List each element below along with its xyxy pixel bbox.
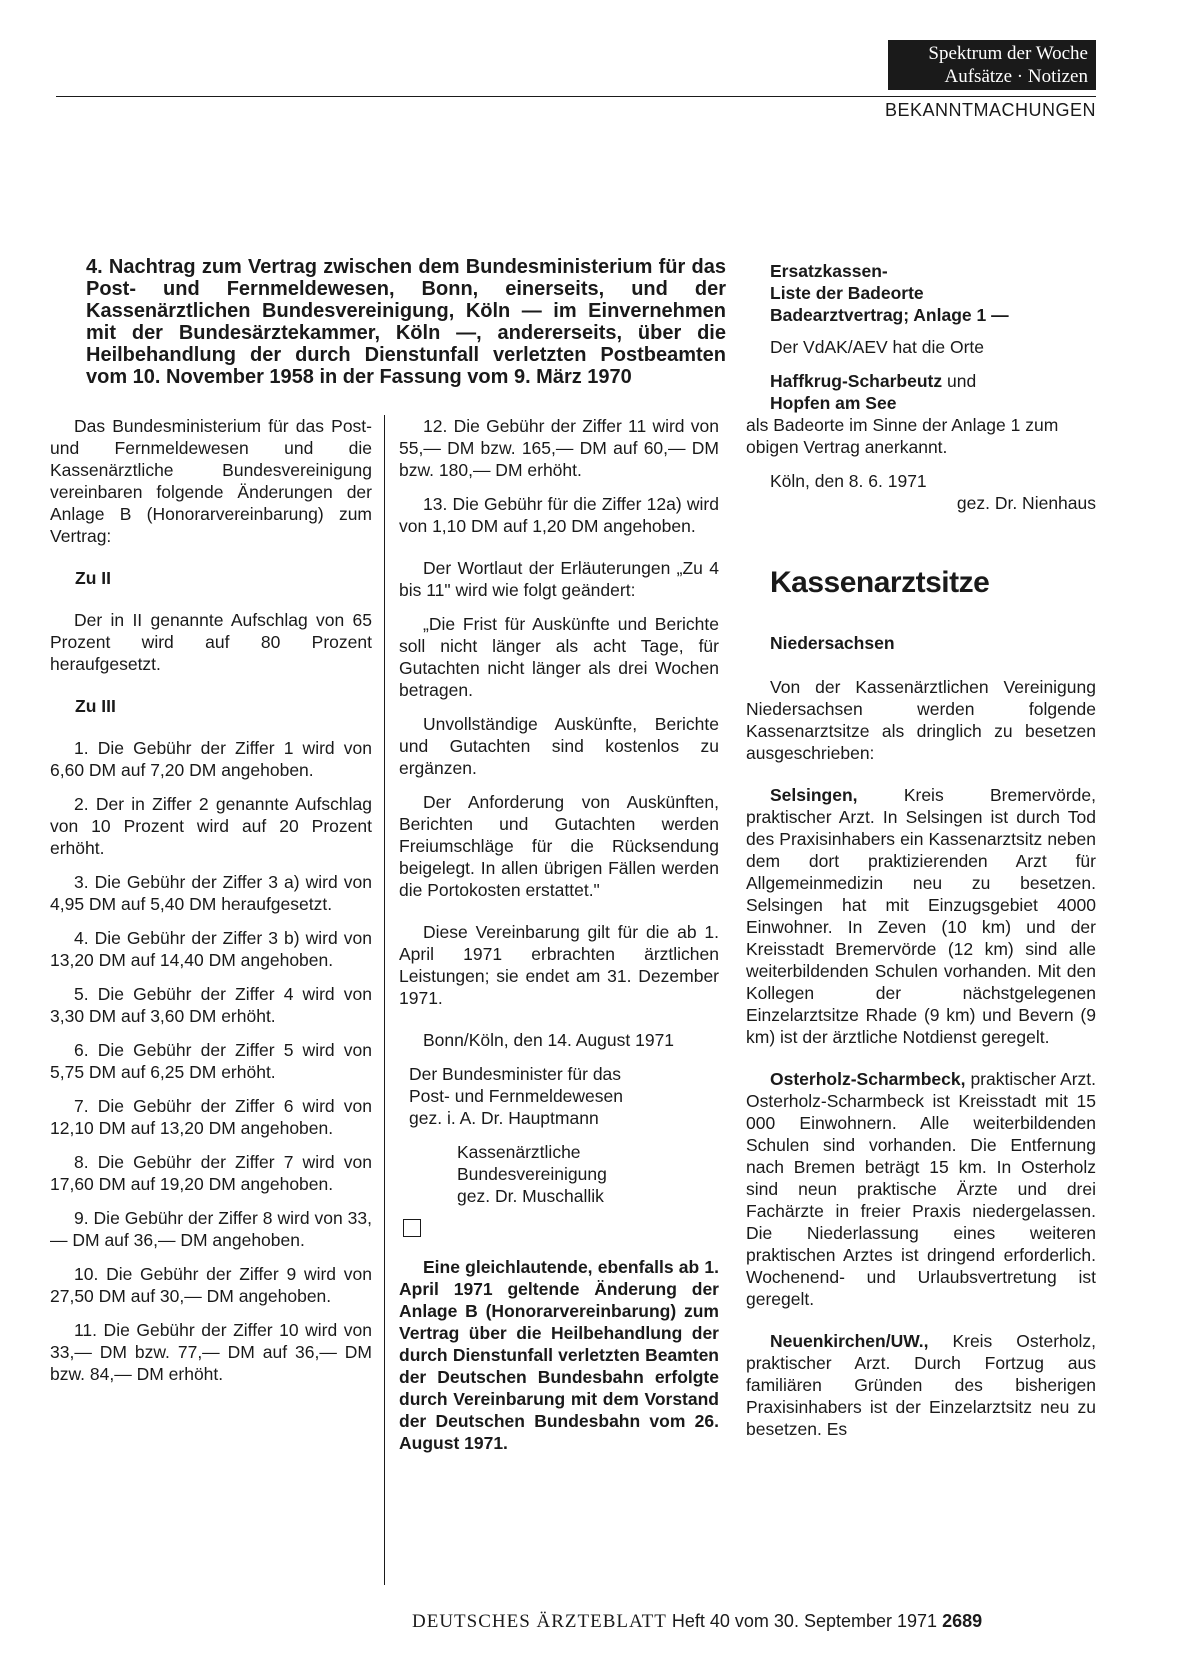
- signature-line: Bundesvereinigung: [457, 1164, 607, 1184]
- end-mark-box: [403, 1219, 421, 1237]
- column-divider: [384, 415, 385, 1585]
- section-label: BEKANNTMACHUNGEN: [884, 100, 1096, 120]
- paragraph: „Die Frist für Auskünfte und Berichte soll nicht länger als acht Tage, für Gutachten nicht länger als drei Wochen betragen.: [399, 614, 719, 700]
- masthead: [888, 40, 1096, 90]
- entry-text: Kreis Bremervörde, praktischer Arzt. In Selsingen ist durch Tod des Praxisinhabers ein Kassenarztsitz neben dem dort praktizierenden Arzt für Allgemeinmedizin neu zu besetzen. Selsingen hat mit Einzugsgebiet 4000 Einwohner. In Zeven (10 km) und der Kreisstadt Bremervörde (12 km) sind alle weiterbildenden Schulen vorhanden. Mit den Kollegen der nächstgelegenen Einzelarztsitze Rhade (9 km) und Bevern (9 km) ist der ärztliche Notdienst geregelt.: [746, 785, 1096, 1047]
- entry-selsingen: [746, 784, 1096, 1048]
- badeorte-heading-3: Badearztvertrag; Anlage 1 —: [770, 305, 1009, 325]
- list-item: 8. Die Gebühr der Ziffer 7 wird von 17,60 DM auf 19,20 DM angehoben.: [50, 1152, 372, 1194]
- list-item: 2. Der in Ziffer 2 genannte Aufschlag von 10 Prozent wird auf 20 Prozent erhöht.: [50, 794, 372, 858]
- kassenarztsitze-title: Kassenarztsitze: [770, 566, 990, 599]
- signature-ministry: [399, 1063, 719, 1129]
- page-footer: [412, 1611, 982, 1633]
- journal-name: DEUTSCHES ÄRZTEBLATT: [412, 1611, 667, 1632]
- paragraph: Diese Vereinbarung gilt für die ab 1. April 1971 erbrachten ärztlichen Leistungen; sie endet am 31. Dezember 1971.: [399, 922, 719, 1008]
- intro-paragraph: Von der Kassenärztlichen Vereinigung Niedersachsen werden folgende Kassenarztsitze als dringlich zu besetzen ausgeschrieben:: [746, 677, 1096, 763]
- bold-notice: Eine gleichlautende, ebenfalls ab 1. April 1971 geltende Änderung der Anlage B (Honorarvereinbarung) zum Vertrag über die Heilbehandlung der durch Dienstunfall verletzten Beamten der Deutschen Bundesbahn erfolgte durch Vereinbarung mit dem Vorstand der Deutschen Bundesbahn vom 26. August 1971.: [399, 1257, 719, 1453]
- paragraph: Unvollständige Auskünfte, Berichte und Gutachten sind kostenlos zu ergänzen.: [399, 714, 719, 778]
- list-item: 1. Die Gebühr der Ziffer 1 wird von 6,60 DM auf 7,20 DM angehoben.: [50, 738, 372, 780]
- signature-line: Kassenärztliche: [457, 1142, 581, 1162]
- signature-line: Der Bundesminister für das: [409, 1064, 622, 1084]
- recognition-text: als Badeorte im Sinne der Anlage 1 zum obigen Vertrag anerkannt.: [746, 415, 1059, 457]
- place-name: Haffkrug-Scharbeutz: [770, 371, 943, 391]
- list-item: 7. Die Gebühr der Ziffer 6 wird von 12,10 DM auf 13,20 DM angehoben.: [50, 1096, 372, 1138]
- list-item: 9. Die Gebühr der Ziffer 8 wird von 33,— DM auf 36,— DM angehoben.: [50, 1208, 372, 1250]
- badeorte-date: Köln, den 8. 6. 1971: [770, 471, 927, 491]
- badeorte-heading-2: Liste der Badeorte: [770, 283, 924, 303]
- entry-name: Osterholz-Scharmbeck,: [770, 1069, 966, 1089]
- entry-name: Selsingen,: [770, 785, 858, 805]
- paragraph: Der Wortlaut der Erläuterungen „Zu 4 bis 11" wird wie folgt geändert:: [399, 558, 719, 600]
- zu-iii-heading: Zu III: [75, 696, 116, 716]
- list-item: 13. Die Gebühr für die Ziffer 12a) wird von 1,10 DM auf 1,20 DM angehoben.: [399, 494, 719, 536]
- list-item: 10. Die Gebühr der Ziffer 9 wird von 27,50 DM auf 30,— DM angehoben.: [50, 1264, 372, 1306]
- list-item: 6. Die Gebühr der Ziffer 5 wird von 5,75 DM auf 6,25 DM erhöht.: [50, 1040, 372, 1082]
- masthead-line2: Aufsätze · Notizen: [944, 66, 1088, 87]
- region-heading: Niedersachsen: [770, 633, 895, 653]
- entry-text: Kreis Osterholz, praktischer Arzt. Durch Fortzug aus familiären Gründen des bisherigen Praxisinhabers ist der Einzelarztsitz neu zu besetzen. Es: [746, 1331, 1096, 1439]
- signature-kbv: [399, 1141, 719, 1207]
- intro-paragraph: Das Bundesministerium für das Post- und Fernmeldewesen und die Kassenärztliche Bundesvereinigung vereinbaren folgende Änderungen der Anlage B (Honorarvereinbarung) zum Vertrag:: [50, 416, 372, 546]
- issue-info: Heft 40 vom 30. September 1971: [671, 1611, 938, 1631]
- entry-neuenkirchen: [746, 1330, 1096, 1440]
- signature-line: Post- und Fernmeldewesen: [409, 1086, 623, 1106]
- signature-line: gez. Dr. Muschallik: [457, 1186, 604, 1206]
- zu-ii-text: Der in II genannte Aufschlag von 65 Prozent wird auf 80 Prozent heraufgesetzt.: [50, 610, 372, 674]
- list-item: 5. Die Gebühr der Ziffer 4 wird von 3,30 DM auf 3,60 DM erhöht.: [50, 984, 372, 1026]
- place-name: Hopfen am See: [770, 393, 897, 413]
- signature-line: gez. i. A. Dr. Hauptmann: [409, 1108, 599, 1128]
- entry-name: Neuenkirchen/UW.,: [770, 1331, 929, 1351]
- article-title: 4. Nachtrag zum Vertrag zwischen dem Bundesministerium für das Post- und Fernmeldewesen, Bonn, einerseits, und der Kassenärztlichen Bundesvereinigung, Köln — im Einvernehmen mit der Bundesärztekammer, Köln —, andererseits, über die Heilbehandlung der durch Dienstunfall verletzten Postbeamten vom 10. November 1958 in der Fassung vom 9. März 1970: [86, 256, 726, 388]
- column-2: [399, 415, 719, 1466]
- header-rule: [56, 96, 1096, 97]
- column-3: [746, 260, 1096, 1452]
- list-item: 11. Die Gebühr der Ziffer 10 wird von 33,— DM bzw. 77,— DM auf 36,— DM bzw. 84,— DM erhöht.: [50, 1320, 372, 1384]
- column-1: [50, 415, 372, 1397]
- masthead-line1: Spektrum der Woche: [928, 43, 1088, 64]
- entry-text: praktischer Arzt. Osterholz-Scharmbeck ist Kreisstadt mit 15 000 Einwohnern. Alle weiterbildenden Schulen sind vorhanden. Die Entfernung nach Bremen beträgt 15 km. In Osterholz sind neun praktische Ärzte und drei Fachärzte in freier Praxis niedergelassen. Die Niederlassung eines weiteren praktischen Arztes ist dringend erforderlich. Wochenend- und Urlaubsvertretung ist geregelt.: [746, 1069, 1096, 1309]
- page-number: 2689: [942, 1611, 983, 1631]
- badeorte-signature: gez. Dr. Nienhaus: [956, 493, 1096, 513]
- list-item: 4. Die Gebühr der Ziffer 3 b) wird von 13,20 DM auf 14,40 DM angehoben.: [50, 928, 372, 970]
- list-item: 3. Die Gebühr der Ziffer 3 a) wird von 4,95 DM auf 5,40 DM heraufgesetzt.: [50, 872, 372, 914]
- entry-osterholz: [746, 1068, 1096, 1310]
- vdak-text: Der VdAK/AEV hat die Orte: [770, 337, 984, 357]
- badeorte-heading-1: Ersatzkassen-: [770, 261, 888, 281]
- list-item: 12. Die Gebühr der Ziffer 11 wird von 55,— DM bzw. 165,— DM auf 60,— DM bzw. 180,— DM erhöht.: [399, 416, 719, 480]
- paragraph: Der Anforderung von Auskünften, Berichten und Gutachten werden Freiumschläge für die Rücksendung beigelegt. In allen übrigen Fällen werden die Portokosten erstattet.": [399, 792, 719, 900]
- place-date: Bonn/Köln, den 14. August 1971: [423, 1030, 675, 1050]
- und-text: und: [946, 371, 977, 391]
- zu-ii-heading: Zu II: [75, 568, 111, 588]
- place-list: [770, 370, 1096, 392]
